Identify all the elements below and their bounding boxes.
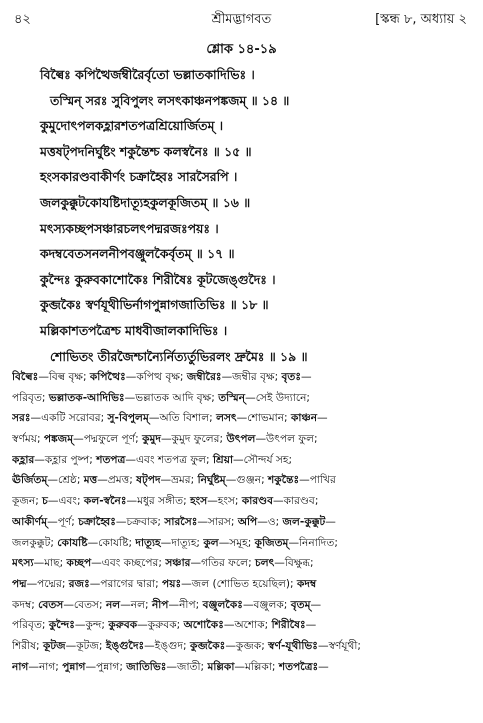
term-meaning: —নীপ; [168, 598, 203, 611]
sanskrit-term: কল-স্বনৈঃ [83, 495, 127, 508]
term-meaning: —অতি বিশাল; [148, 412, 217, 425]
term-meaning: —পূর্ণ; [47, 515, 79, 528]
sanskrit-term: পয়ঃ [162, 577, 182, 590]
term-meaning: —সৌন্দর্য সহ; [233, 453, 293, 466]
word-for-word-translation [12, 367, 472, 677]
verse-line: মল্লিকাশতপত্রৈশ্চ মাধবীজালকাদিভিঃ । [40, 322, 228, 338]
translation-line [12, 574, 472, 595]
term-meaning: —শোভমান; [236, 412, 291, 425]
term-meaning: —পদ্মফুলে পূর্ণ; [73, 433, 143, 446]
term-meaning: —জাতী; [166, 660, 208, 673]
sanskrit-term: কচ্ছপ [66, 557, 92, 570]
sanskrit-term: জম্বীরৈঃ [186, 371, 222, 383]
verse-line: কুমুদোৎপলকহ্লারশতপত্রশ্রিয়োর্জিতম্ । [40, 118, 224, 134]
translation-line [12, 636, 472, 657]
translation-line [12, 512, 472, 533]
sanskrit-term: বিল্বৈঃ [12, 371, 39, 383]
sanskrit-term: পদ্ম [12, 577, 27, 590]
sanskrit-term: কারণ্ডব [241, 495, 274, 508]
term-meaning: —বিক্ষুব্ধ; [274, 557, 314, 570]
term-meaning: —চক্রবাক; [115, 515, 165, 528]
term-meaning: কূজন; [12, 495, 43, 508]
translation-line [12, 470, 472, 491]
section-reference: [স্কন্ধ ৮, অধ্যায় ২ [375, 12, 467, 27]
verse-block [40, 62, 460, 369]
term-meaning: —অশোক; [223, 619, 272, 632]
sanskrit-term: কুরুবক [108, 619, 138, 632]
verse-line: হংসকারণ্ডবাকীর্ণং চক্রাহ্বৈঃ সারসৈরপি । [40, 169, 238, 185]
term-meaning: — [301, 371, 312, 383]
term-meaning: —ভ্রমর; [160, 474, 198, 487]
term-meaning: —পরাগের দ্বারা; [89, 577, 163, 590]
sanskrit-term: শ্রিয়া [213, 453, 234, 466]
translation-line [12, 553, 472, 574]
sanskrit-term: সঞ্চার [165, 557, 191, 570]
term-meaning: — [310, 598, 322, 611]
verse-line: শোভিতং তীরজৈশ্চান্যৈর্নিত্যর্তুভিরলং দ্রুমৈঃ ॥ ১৯ ॥ [50, 348, 308, 364]
term-meaning: —বঞ্জুলক; [242, 598, 291, 611]
term-meaning: —বিল্ব বৃক্ষ; [38, 371, 90, 383]
verse-heading: শ্লোক ১৪-১৯ [206, 42, 277, 57]
sanskrit-term: ষট্পদ [136, 474, 161, 487]
term-meaning: —নিনাদিত; [288, 536, 338, 549]
term-meaning: —সমূহ; [218, 536, 255, 549]
sanskrit-term: হংস [190, 495, 208, 508]
sanskrit-term: কাঞ্চন [290, 412, 318, 425]
sanskrit-term: পুন্নাগ [62, 660, 86, 673]
translation-line [12, 367, 472, 388]
term-meaning: —মল্লিকা; [234, 660, 279, 673]
verse-line: তস্মিন্ সরঃ সুবিপুলং লসৎকাঞ্চনপঙ্কজম্ ॥ ১৪ ॥ [50, 92, 290, 108]
term-meaning: —কপিত্থ বৃক্ষ; [125, 371, 187, 383]
term-meaning: —ও; [257, 515, 283, 528]
term-meaning: —পুন্নাগ; [85, 660, 127, 673]
verse-line: বিল্বৈঃ কপিত্থৈর্জম্বীরৈর্বৃতো ভল্লাতকাদিভিঃ । [40, 67, 255, 82]
term-meaning: —প্রমত্ত; [97, 474, 137, 487]
sanskrit-term: সরঃ [12, 412, 31, 425]
term-meaning: কদম্ব; [12, 598, 39, 611]
sanskrit-term: নীপ [151, 598, 169, 611]
sanskrit-term: শতপত্রৈঃ [278, 660, 319, 673]
term-meaning: —নাগ; [28, 660, 63, 673]
sanskrit-term: ইঙ্গুদৈঃ [105, 639, 145, 652]
sanskrit-term: সু-বিপুলম্ [107, 412, 149, 425]
term-meaning: —কুব্জক; [225, 639, 269, 652]
sanskrit-term: জল-কুক্কুট [282, 515, 326, 528]
sanskrit-term: অশোকৈঃ [183, 619, 224, 632]
sanskrit-term: চক্রাহ্বৈঃ [78, 515, 116, 528]
sanskrit-term: কূজিতম্ [254, 536, 289, 549]
term-meaning: —সেই উদ্যানে; [245, 391, 310, 404]
translation-line [12, 533, 472, 554]
term-meaning: — [325, 515, 336, 528]
sanskrit-term: ঊর্জিতম্ [12, 474, 48, 487]
sanskrit-term: নাগ [12, 660, 29, 673]
page-number: ৪২ [14, 12, 31, 27]
term-meaning: —নল; [120, 598, 152, 611]
term-meaning: —জল (শোভিত হয়েছিল); [181, 577, 297, 590]
term-meaning: জলকুক্কুট; [12, 536, 58, 549]
sanskrit-term: কুল [203, 536, 219, 549]
sanskrit-term: মত্ত [83, 474, 98, 487]
verse-line: কদম্ববেতসনলনীপবঞ্জুলকৈর্বৃতম্ ॥ ১৭ ॥ [40, 246, 235, 262]
translation-line [12, 595, 472, 616]
term-meaning: —স্বর্ণযূথী; [317, 639, 361, 652]
translation-line [12, 657, 472, 678]
translation-line [12, 615, 472, 636]
term-meaning: —দাত্যূহ; [160, 536, 204, 549]
term-meaning: —পাখির [299, 474, 336, 487]
term-meaning: —এবং শতপত্র ফুল; [125, 453, 213, 466]
translation-line [12, 450, 472, 471]
term-meaning: —ইঙ্গুদ; [144, 639, 190, 652]
term-meaning: —বেতস; [63, 598, 106, 611]
term-meaning: —কহ্লার পুষ্প; [34, 453, 97, 466]
term-meaning: শিরীষ; [12, 639, 43, 652]
sanskrit-term: চ [42, 495, 48, 508]
term-meaning: —গতির ফলে; [190, 557, 256, 570]
term-meaning: —কুরুবক; [137, 619, 184, 632]
term-meaning: —কুমুদ ফুলের; [160, 433, 227, 446]
term-meaning: —এবং কচ্ছপের; [91, 557, 166, 570]
term-meaning: —ভল্লাতক আদি বৃক্ষ; [124, 391, 219, 404]
sanskrit-term: বৃতঃ [281, 371, 302, 383]
verse-line: কুন্দৈঃ কুরুবকাশোকৈঃ শিরীষৈঃ কূটজেঙ্গুদৈঃ । [40, 271, 276, 287]
sanskrit-term: কহ্লার [12, 453, 35, 466]
verse-line: মত্তষট্পদনির্ঘুষ্টং শকুন্তৈশ্চ কলস্বনৈঃ ॥ ১৫ ॥ [40, 143, 252, 159]
term-meaning: —কুন্দ; [74, 619, 109, 632]
sanskrit-term: কুব্জকৈঃ [189, 639, 226, 652]
sanskrit-term: চলৎ [255, 557, 275, 570]
term-meaning: — [318, 660, 329, 673]
sanskrit-term: অপি [237, 515, 258, 528]
translation-line [12, 388, 472, 409]
sanskrit-term: কোযষ্টি [57, 536, 88, 549]
term-meaning: —মধুর সঙ্গীত; [126, 495, 191, 508]
sanskrit-term: শতপত্র [96, 453, 126, 466]
translation-line [12, 491, 472, 512]
sanskrit-term: কদম্ব [296, 577, 317, 590]
term-meaning: — [305, 619, 317, 632]
sanskrit-term: পঙ্কজম্ [43, 433, 74, 446]
sanskrit-term: নির্ঘুষ্টম্ [197, 474, 226, 487]
verse-line: কুব্জকৈঃ স্বর্ণযূথীভির্নাগপুন্নাগজাতিভিঃ ॥ ১৮ ॥ [40, 297, 269, 313]
term-meaning: —গুঞ্জন; [225, 474, 269, 487]
sanskrit-term: দাত্যূহ [135, 536, 161, 549]
term-meaning: —কোযষ্টি; [87, 536, 136, 549]
verse-line: মৎস্যকচ্ছপসঞ্চারচলৎপদ্মরজঃপয়ঃ । [40, 220, 219, 236]
term-meaning: —এবং; [47, 495, 84, 508]
sanskrit-term: বেতস [38, 598, 64, 611]
term-meaning: —কারণ্ডব; [273, 495, 319, 508]
sanskrit-term: বঞ্জুলকৈঃ [202, 598, 243, 611]
sanskrit-term: তস্মিন্ [218, 391, 246, 404]
term-meaning: —সারস; [197, 515, 238, 528]
term-meaning: পরিবৃত; [12, 619, 49, 632]
sanskrit-term: শকুন্তৈঃ [268, 474, 300, 487]
sanskrit-term: কুন্দৈঃ [48, 619, 75, 632]
sanskrit-term: রজঃ [68, 577, 90, 590]
sanskrit-term: নল [105, 598, 121, 611]
sanskrit-term: লসৎ [216, 412, 237, 425]
term-meaning: —জম্বীর বৃক্ষ; [221, 371, 282, 383]
term-meaning: —একটি সরোবর; [30, 412, 108, 425]
term-meaning: পরিবৃত; [12, 391, 49, 404]
sanskrit-term: বৃতম্ [290, 598, 311, 611]
page-header [0, 6, 483, 32]
sanskrit-term: মল্লিকা [207, 660, 235, 673]
sanskrit-term: স্বর্ণ-যূথীভিঃ [268, 639, 318, 652]
sanskrit-term: সারসৈঃ [164, 515, 198, 528]
term-meaning: —হংস; [207, 495, 242, 508]
sanskrit-term: আকীর্ণম্ [12, 515, 48, 528]
sanskrit-term: উৎপল [226, 433, 256, 446]
term-meaning: —শ্রেষ্ঠ; [47, 474, 84, 487]
sanskrit-term: শিরীষৈঃ [271, 619, 306, 632]
term-meaning: —কূটজ; [65, 639, 106, 652]
verse-line: জলকুক্কুটকোযষ্টিদাত্যূহকুলকূজিতম্ ॥ ১৬ ॥ [40, 194, 251, 210]
sanskrit-term: কপিত্থৈঃ [89, 371, 126, 383]
translation-line [12, 429, 472, 450]
sanskrit-term: জাতিভিঃ [126, 660, 167, 673]
term-meaning: — [317, 412, 328, 425]
sanskrit-term: মৎস্য [12, 557, 34, 570]
translation-line [12, 408, 472, 429]
term-meaning: —পদ্মের; [26, 577, 69, 590]
sanskrit-term: কুমুদ [142, 433, 161, 446]
sanskrit-term: ভল্লাতক-আদিভিঃ [48, 391, 125, 404]
book-title: শ্রীমদ্ভাগবত [211, 12, 272, 27]
term-meaning: —উৎপল ফুল; [255, 433, 318, 446]
term-meaning: স্বর্ণময়; [12, 433, 44, 446]
sanskrit-term: কূটজ [42, 639, 66, 652]
term-meaning: —মাছ; [33, 557, 67, 570]
